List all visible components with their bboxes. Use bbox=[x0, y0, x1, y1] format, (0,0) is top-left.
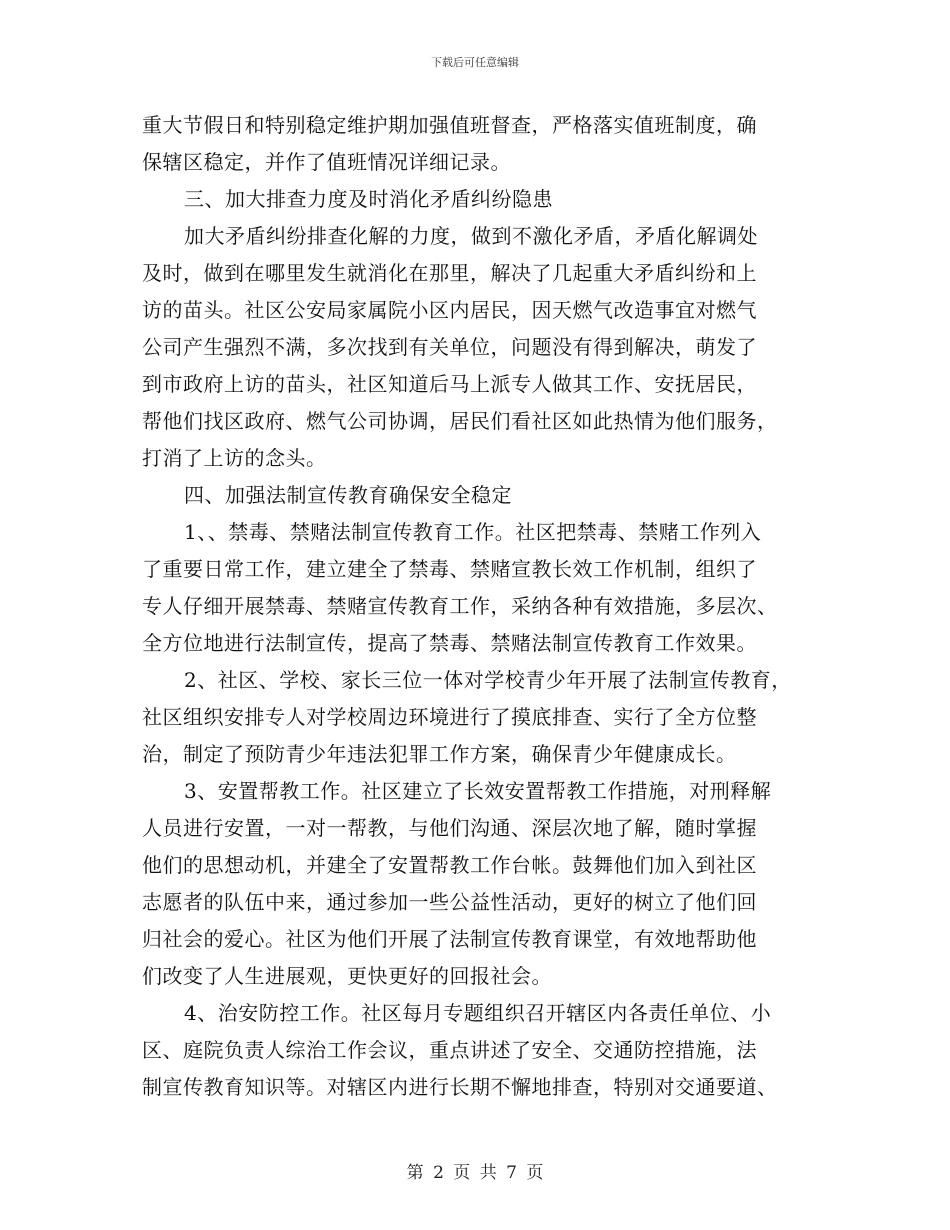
page-header: 下载后可任意编辑 bbox=[431, 56, 519, 69]
body-line: 治，制定了预防青少年违法犯罪工作方案，确保青少年健康成长。 bbox=[142, 742, 737, 766]
body-line: 们改变了人生进展观，更快更好的回报社会。 bbox=[142, 964, 552, 988]
body-line: 专人仔细开展禁毒、禁赌宣传教育工作，采纳各种有效措施，多层次、 bbox=[142, 594, 778, 618]
body-line: 帮他们找区政府、燃气公司协调，居民们看社区如此热情为他们服务， bbox=[142, 409, 778, 433]
section-heading: 三、加大排查力度及时消化矛盾纠纷隐患 bbox=[184, 187, 553, 211]
body-line: 打消了上访的念头。 bbox=[142, 446, 327, 470]
body-line: 加大矛盾纠纷排查化解的力度，做到不激化矛盾，矛盾化解调处 bbox=[184, 224, 758, 248]
body-line: 公司产生强烈不满，多次找到有关单位，问题没有得到解决，萌发了 bbox=[142, 335, 757, 359]
body-line: 重大节假日和特别稳定维护期加强值班督查，严格落实值班制度，确 bbox=[142, 113, 757, 137]
body-line: 到市政府上访的苗头，社区知道后马上派专人做其工作、安抚居民， bbox=[142, 372, 757, 396]
body-line: 全方位地进行法制宣传，提高了禁毒、禁赌法制宣传教育工作效果。 bbox=[142, 631, 757, 655]
body-line: 保辖区稳定，并作了值班情况详细记录。 bbox=[142, 150, 511, 174]
body-line: 社区组织安排专人对学校周边环境进行了摸底排查、实行了全方位整 bbox=[142, 705, 757, 729]
body-line: 归社会的爱心。社区为他们开展了法制宣传教育课堂，有效地帮助他 bbox=[142, 927, 757, 951]
section-heading: 四、加强法制宣传教育确保安全稳定 bbox=[184, 483, 512, 507]
body-line: 区、庭院负责人综治工作会议，重点讲述了安全、交通防控措施，法 bbox=[142, 1038, 757, 1062]
body-line: 人员进行安置，一对一帮教，与他们沟通、深层次地了解，随时掌握 bbox=[142, 816, 757, 840]
body-line: 了重要日常工作，建立建全了禁毒、禁赌宣教长效工作机制，组织了 bbox=[142, 557, 757, 581]
body-line: 制宣传教育知识等。对辖区内进行长期不懈地排查，特别对交通要道、 bbox=[142, 1075, 778, 1099]
body-line: 他们的思想动机，并建全了安置帮教工作台帐。鼓舞他们加入到社区 bbox=[142, 853, 757, 877]
body-line: 2、社区、学校、家长三位一体对学校青少年开展了法制宣传教育， bbox=[184, 668, 792, 692]
body-line: 4、治安防控工作。社区每月专题组织召开辖区内各责任单位、小 bbox=[184, 1001, 772, 1025]
body-line: 志愿者的队伍中来，通过参加一些公益性活动，更好的树立了他们回 bbox=[142, 890, 757, 914]
body-line: 访的苗头。社区公安局家属院小区内居民，因天燃气改造事宜对燃气 bbox=[142, 298, 757, 322]
body-line: 及时，做到在哪里发生就消化在那里，解决了几起重大矛盾纠纷和上 bbox=[142, 261, 757, 285]
body-line: 1、、禁毒、禁赌法制宣传教育工作。社区把禁毒、禁赌工作列入 bbox=[184, 520, 762, 544]
body-line: 3、安置帮教工作。社区建立了长效安置帮教工作措施，对刑释解 bbox=[184, 779, 772, 803]
page-number-footer: 第 2 页 共 7 页 bbox=[406, 1163, 544, 1183]
